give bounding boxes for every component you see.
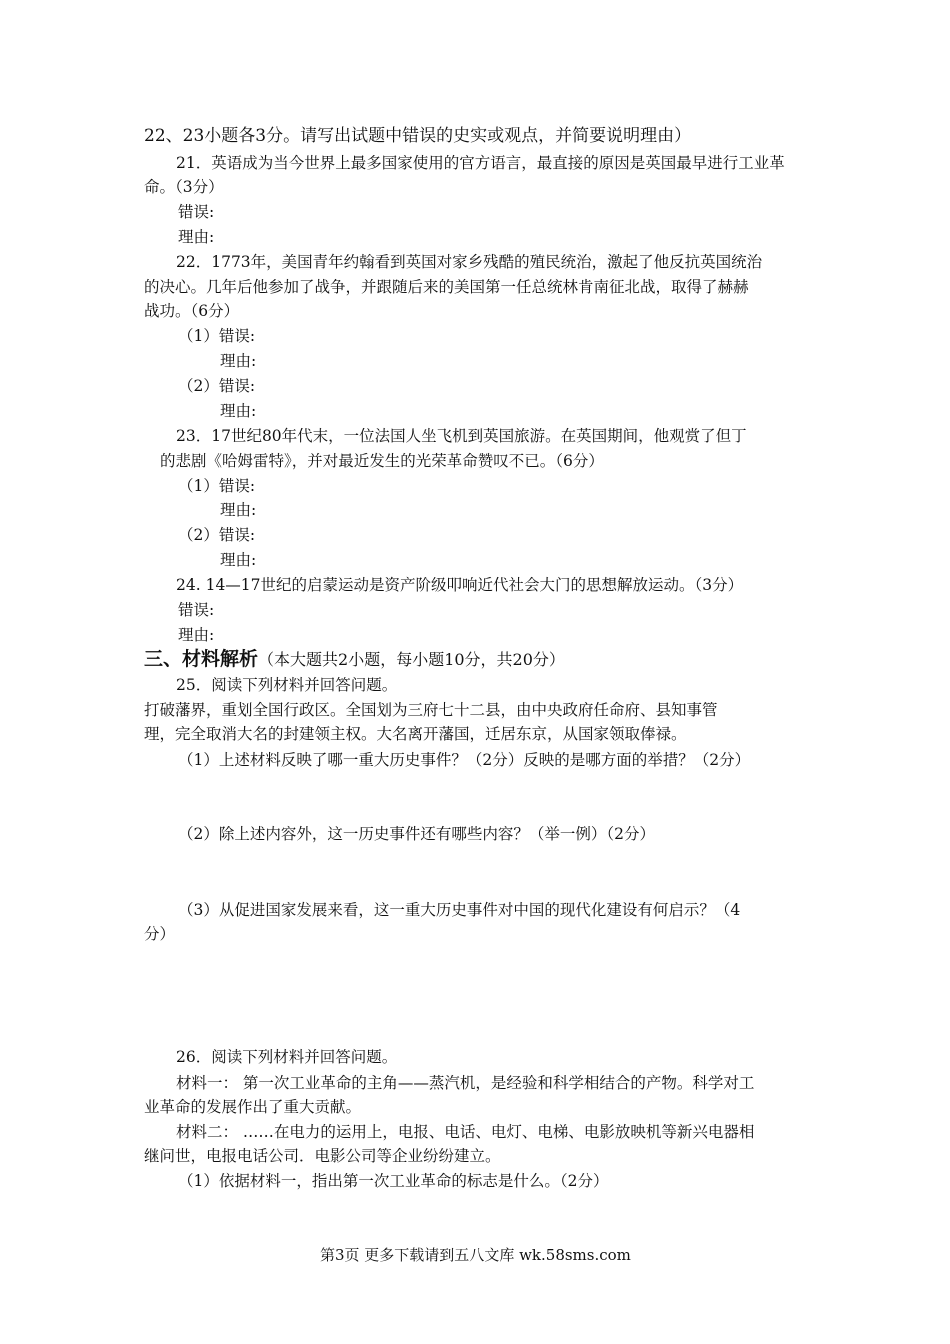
q24-error: 错误: (178, 601, 215, 619)
q26-material2-line1: 材料二： ……在电力的运用上，电报、电话、电灯、电梯、电影放映机等新兴电器相 (176, 1123, 755, 1141)
q22-line1: 22．1773年，美国青年约翰看到英国对家乡残酷的殖民统治，激起了他反抗英国统治 (176, 253, 763, 271)
q23-line2: 的悲剧《哈姆雷特》，并对最近发生的光荣革命赞叹不已。（6分） (160, 452, 604, 470)
q22-reason-1: 理由: (220, 352, 257, 370)
q24-reason: 理由: (178, 626, 215, 644)
q25-sub3-line2: 分） (144, 925, 176, 943)
intro-line: 22、23小题各3分。请写出试题中错误的史实或观点，并简要说明理由） (144, 126, 692, 146)
q22-line3: 战功。（6分） (144, 302, 240, 320)
q21-line2: 命。（3分） (144, 178, 224, 196)
q26-material1-line1: 材料一： 第一次工业革命的主角——蒸汽机，是经验和科学相结合的产物。科学对工 (176, 1074, 755, 1092)
section-3-note: （本大题共2小题，每小题10分，共20分） (258, 650, 565, 669)
q23-error-2: （2）错误: (178, 526, 256, 544)
q25-sub2: （2）除上述内容外，这一历史事件还有哪些内容？（举一例）（2分） (178, 825, 655, 843)
q22-error-1: （1）错误: (178, 327, 256, 345)
q25-material-line1: 打破藩界，重划全国行政区。全国划为三府七十二县，由中央政府任命府、县知事管 (144, 701, 718, 719)
q22-line2: 的决心。几年后他参加了战争，并跟随后来的美国第一任总统林肯南征北战，取得了赫赫 (144, 278, 749, 296)
section-3-title: 三、材料解析 (144, 648, 259, 670)
q26-material2-line2: 继问世，电报电话公司．电影公司等企业纷纷建立。 (144, 1147, 501, 1165)
q26-stem: 26．阅读下列材料并回答问题。 (176, 1048, 398, 1066)
q26-material1-line2: 业革命的发展作出了重大贡献。 (144, 1098, 362, 1116)
q21-error: 错误: (178, 203, 215, 221)
q25-sub3-line1: （3）从促进国家发展来看，这一重大历史事件对中国的现代化建设有何启示？（4 (178, 901, 741, 919)
q23-reason-1: 理由: (220, 501, 257, 519)
q23-error-1: （1）错误: (178, 477, 256, 495)
q25-stem: 25．阅读下列材料并回答问题。 (176, 676, 398, 694)
q22-error-2: （2）错误: (178, 377, 256, 395)
q25-material-line2: 理，完全取消大名的封建领主权。大名离开藩国，迁居东京，从国家领取俸禄。 (144, 725, 687, 743)
q25-sub1: （1）上述材料反映了哪一重大历史事件？（2分）反映的是哪方面的举措？（2分） (178, 751, 751, 769)
page-footer: 第3页 更多下载请到五八文库 wk.58sms.com (320, 1246, 631, 1264)
q23-line1: 23．17世纪80年代末，一位法国人坐飞机到英国旅游。在英国期间，他观赏了但丁 (176, 427, 747, 445)
q26-sub1: （1）依据材料一，指出第一次工业革命的标志是什么。（2分） (178, 1172, 609, 1190)
q22-reason-2: 理由: (220, 402, 257, 420)
section-3-heading (144, 649, 565, 670)
q21-reason: 理由: (178, 228, 215, 246)
q23-reason-2: 理由: (220, 551, 257, 569)
q21-line1: 21．英语成为当今世界上最多国家使用的官方语言，最直接的原因是英国最早进行工业革 (176, 154, 785, 172)
q24-line1: 24. 14—17世纪的启蒙运动是资产阶级叩响近代社会大门的思想解放运动。（3分） (176, 576, 744, 594)
